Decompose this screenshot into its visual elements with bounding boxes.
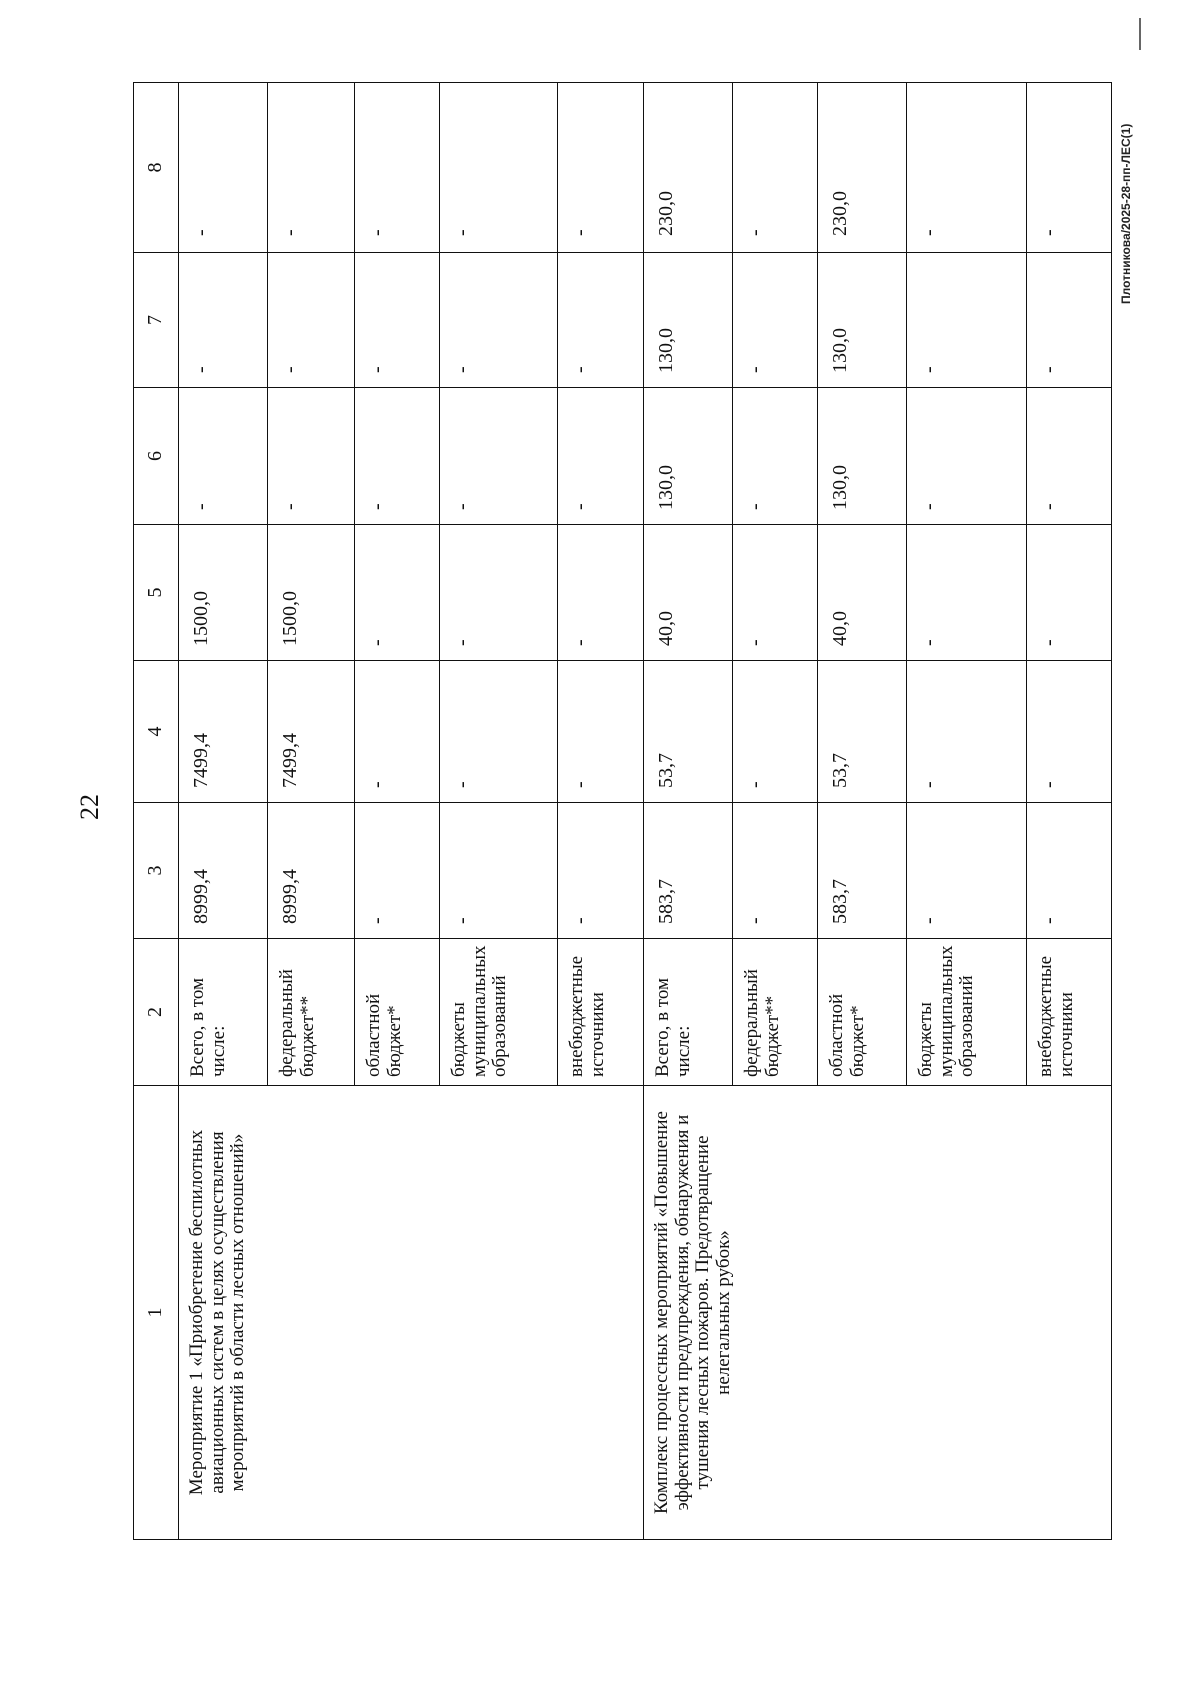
value-cell: 583,7 <box>644 803 733 939</box>
value-cell: - <box>355 388 440 525</box>
header-cell-7: 7 <box>134 253 179 388</box>
header-cell-8: 8 <box>134 83 179 253</box>
source-cell: бюджеты муниципальных образований <box>907 939 1027 1086</box>
value-cell: - <box>268 253 355 388</box>
value-cell: - <box>733 388 818 525</box>
source-cell: областной бюджет* <box>355 939 440 1086</box>
value-cell: - <box>733 253 818 388</box>
value-cell: - <box>1027 83 1112 253</box>
value-cell: - <box>733 803 818 939</box>
value-cell: 8999,4 <box>179 803 268 939</box>
table-row <box>644 83 733 1540</box>
header-cell-2: 2 <box>134 939 179 1086</box>
value-cell: - <box>268 83 355 253</box>
value-cell: - <box>1027 525 1112 661</box>
value-cell: 583,7 <box>818 803 907 939</box>
table-row <box>179 83 268 1540</box>
value-cell: - <box>558 525 644 661</box>
value-cell: 230,0 <box>818 83 907 253</box>
source-cell: внебюджетные источники <box>1027 939 1112 1086</box>
value-cell: 230,0 <box>644 83 733 253</box>
value-cell: - <box>907 661 1027 803</box>
value-cell: - <box>558 388 644 525</box>
value-cell: - <box>440 83 558 253</box>
value-cell: - <box>355 83 440 253</box>
value-cell: - <box>355 803 440 939</box>
measure-1-title: Мероприятие 1 «Приобретение беспилотных авиационных систем в целях осуществления мероприятий в области лесных отношений» <box>179 1086 644 1540</box>
value-cell: 130,0 <box>644 388 733 525</box>
header-cell-1: 1 <box>134 1086 179 1540</box>
value-cell: 40,0 <box>644 525 733 661</box>
source-cell: федеральный бюджет** <box>733 939 818 1086</box>
value-cell: - <box>179 253 268 388</box>
process-complex-title: Комплекс процессных мероприятий «Повышение эффективности предупреждения, обнаружения и тушения лесных пожаров. Предотвращение нелегальных рубок» <box>644 1086 1112 1540</box>
value-cell: 8999,4 <box>268 803 355 939</box>
value-cell: - <box>733 661 818 803</box>
value-cell: - <box>440 525 558 661</box>
header-cell-3: 3 <box>134 803 179 939</box>
value-cell: 1500,0 <box>268 525 355 661</box>
value-cell: 7499,4 <box>268 661 355 803</box>
value-cell: - <box>1027 661 1112 803</box>
value-cell: 53,7 <box>644 661 733 803</box>
value-cell: - <box>1027 803 1112 939</box>
source-cell: внебюджетные источники <box>558 939 644 1086</box>
value-cell: 130,0 <box>644 253 733 388</box>
value-cell: - <box>558 253 644 388</box>
value-cell: - <box>440 661 558 803</box>
value-cell: - <box>733 83 818 253</box>
funding-table <box>133 82 1112 1540</box>
value-cell: - <box>1027 388 1112 525</box>
rotated-table-holder <box>133 83 1077 1540</box>
source-cell: Всего, в том числе: <box>644 939 733 1086</box>
value-cell: - <box>268 388 355 525</box>
header-cell-6: 6 <box>134 388 179 525</box>
value-cell: - <box>907 525 1027 661</box>
source-cell: Всего, в том числе: <box>179 939 268 1086</box>
value-cell: - <box>440 803 558 939</box>
value-cell: - <box>355 253 440 388</box>
value-cell: - <box>907 388 1027 525</box>
header-cell-5: 5 <box>134 525 179 661</box>
value-cell: - <box>440 388 558 525</box>
value-cell: - <box>558 803 644 939</box>
header-cell-4: 4 <box>134 661 179 803</box>
value-cell: 130,0 <box>818 388 907 525</box>
value-cell: - <box>1027 253 1112 388</box>
value-cell: - <box>907 253 1027 388</box>
value-cell: 40,0 <box>818 525 907 661</box>
value-cell: - <box>907 83 1027 253</box>
value-cell: 53,7 <box>818 661 907 803</box>
value-cell: - <box>907 803 1027 939</box>
value-cell: - <box>440 253 558 388</box>
value-cell: - <box>558 83 644 253</box>
page-number: 22 <box>75 794 104 820</box>
value-cell: 1500,0 <box>179 525 268 661</box>
source-cell: бюджеты муниципальных образований <box>440 939 558 1086</box>
value-cell: - <box>355 525 440 661</box>
value-cell: - <box>558 661 644 803</box>
header-row <box>134 83 179 1540</box>
value-cell: - <box>733 525 818 661</box>
scan-mark <box>1139 18 1141 50</box>
value-cell: - <box>179 83 268 253</box>
value-cell: 130,0 <box>818 253 907 388</box>
document-code: Плотникова/2025-28-пп-ЛЕС(1) <box>1119 123 1133 304</box>
value-cell: - <box>355 661 440 803</box>
source-cell: федеральный бюджет** <box>268 939 355 1086</box>
source-cell: областной бюджет* <box>818 939 907 1086</box>
value-cell: 7499,4 <box>179 661 268 803</box>
value-cell: - <box>179 388 268 525</box>
